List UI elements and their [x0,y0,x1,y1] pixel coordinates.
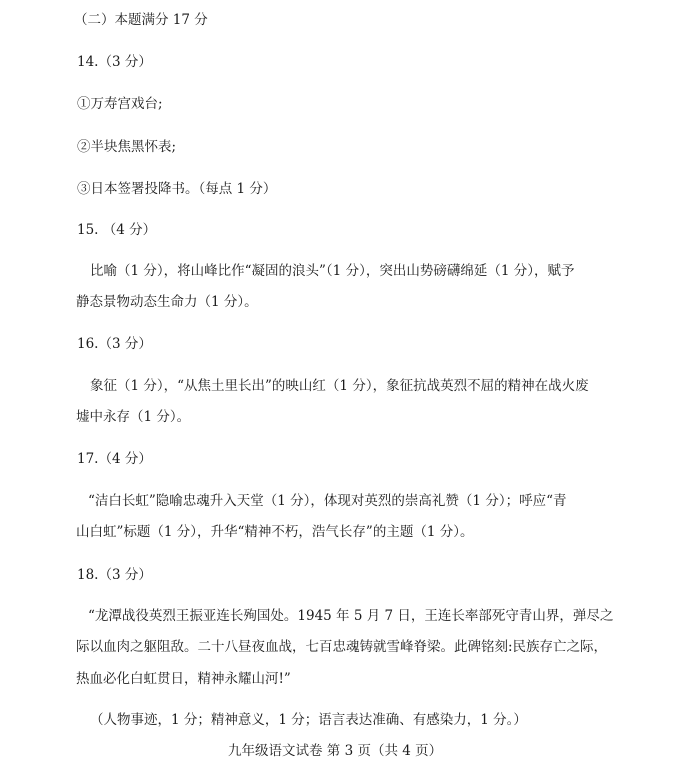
question-15-label: 15. （4 分） [77,222,157,238]
section-title: （二）本题满分 17 分 [74,12,208,28]
question-14-item-3: ③日本签署投降书。（每点 1 分） [77,181,277,197]
question-14-item-2: ②半块焦黑怀表; [77,139,177,155]
question-17-label: 17.（4 分） [77,451,152,467]
question-18-label: 18.（3 分） [77,567,152,583]
question-14-item-1: ①万寿宫戏台; [77,96,163,112]
question-17-answer-line-1: “洁白长虹”隐喻忠魂升入天堂（1 分），体现对英烈的崇高礼赞（1 分）；呼应“青 [88,493,567,509]
question-18-answer-line-2: 际以血肉之躯阻敌。二十八昼夜血战，七百忠魂铸就雪峰脊梁。此碑铭刻:民族存亡之际， [76,639,608,655]
question-16-answer-line-1: 象征（1 分），“从焦土里长出”的映山红（1 分），象征抗战英烈不屈的精神在战火废 [90,378,589,394]
question-17-answer-line-2: 山白虹”标题（1 分），升华“精神不朽，浩气长存”的主题（1 分）。 [76,524,474,540]
question-14-label: 14.（3 分） [77,54,152,70]
question-16-label: 16.（3 分） [77,336,152,352]
question-18-scoring-note: （人物事迹，1 分；精神意义，1 分；语言表达准确、有感染力，1 分。） [90,712,527,728]
question-16-answer-line-2: 墟中永存（1 分）。 [76,409,191,425]
page-footer: 九年级语文试卷 第 3 页（共 4 页） [228,743,443,759]
question-15-answer-line-1: 比喻（1 分），将山峰比作“凝固的浪头”（1 分），突出山势磅礴绵延（1 分），赋予 [90,263,575,279]
question-18-answer-line-1: “龙潭战役英烈王振亚连长殉国处。1945 年 5 月 7 日，王连长率部死守青山界，弹尽之 [88,608,614,624]
question-15-answer-line-2: 静态景物动态生命力（1 分）。 [76,294,258,310]
question-18-answer-line-3: 热血必化白虹贯日，精神永耀山河!” [76,671,291,687]
